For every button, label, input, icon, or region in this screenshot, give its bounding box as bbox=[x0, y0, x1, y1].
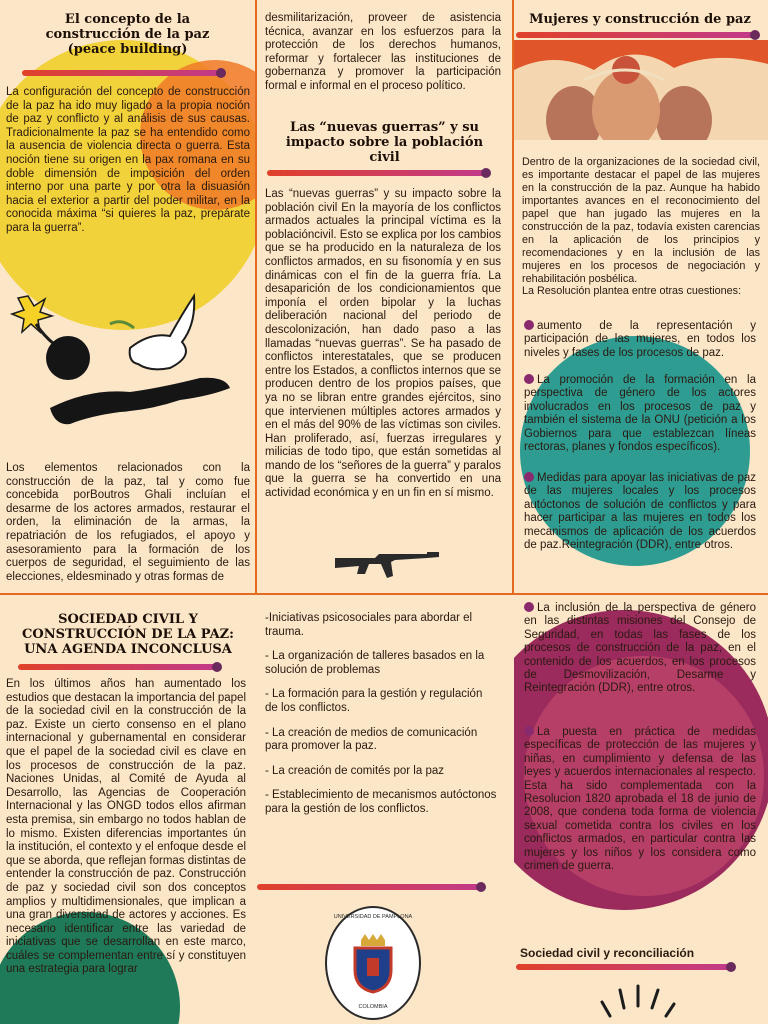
heading-rule bbox=[516, 964, 732, 970]
paragraph-civil-society: En los últimos años han aumentado los estudios que destacan la importancia del papel de la sociedad civil en la construcción de la paz. Existe un cierto consenso en el plano internacional y gubernamental en considerar que el papel de la sociedad civil es clave en los procesos de construcción de la paz. Naciones Unidas, al Comité de Ayuda al Desarrollo, las Agencias de Cooperación Internacional y las ONGD todos ellos afirman esta premisa, sin embargo no todos hablan de lo mismo. Existen diferencias importantes ún la institución, el contexto y el enfoque desde el que se aborda, que reflejan formas distintas de entender la construcción de paz. Construcción de paz y sociedad civil son dos conceptos amplios y multidimensionales, que implican a una gran diversidad de actores y acciones. Es necesario identificar entre las variedad de iniciativas que se desarrollan en este marco, cuáles se complementan entre sí y constituyen una estrategia para lograr bbox=[6, 678, 246, 976]
sunburst-icon bbox=[590, 982, 680, 1022]
list-item: La inclusión de la perspectiva de género en las distintas misiones del Consejo de Seguridad, en todas las fases de los procesos de construcción de la paz, en el contenido de los acuerdos, en los procesos de Desmovilización, Desarme y Reintegración (DDR), entre otros. bbox=[524, 602, 756, 695]
seal-bottom-text: COLOMBIA bbox=[358, 1004, 388, 1010]
women-illustration bbox=[514, 40, 768, 140]
list-item: La puesta en práctica de medidas específicas de protección de las mujeres y niñas, en cumplimiento y defensa de las leyes y acuerdos internacionales al respecto. Esta ha sido complementada con la Resolucion 1820 aprobada el 18 de junio de 2008, que condena toda forma de violencia sexual cometida contra los civiles en los conflictos armados, en particular contra las mujeres y los niños y los considera como crimen de guerra. bbox=[524, 726, 756, 873]
initiatives-list bbox=[265, 612, 497, 828]
list-item: - La creación de comités por la paz bbox=[265, 764, 444, 777]
spark-icon bbox=[12, 296, 52, 332]
list-item: - La formación para la gestión y regulación de los conflictos. bbox=[265, 688, 483, 714]
paragraph-peace-elements: Los elementos relacionados con la construcción de la paz, tal y como fue concebida porBoutros Ghali incluían el desarme de los actores armados, restaurar el orden, la eliminación de la armas, la repatriación de los refugiados, el apoyo y asesoramiento para la formación de los cuerpos de seguridad, el seguimiento de las elecciones, eldesminado y otras formas de bbox=[6, 462, 250, 583]
bullet-dot-icon bbox=[524, 320, 534, 330]
list-item: aumento de la representación y participación de las mujeres, en todos los niveles y fases de los procesos de paz. bbox=[524, 320, 756, 359]
bullet-dot-icon bbox=[524, 726, 534, 736]
page-heading-women: Mujeres y construcción de paz bbox=[529, 12, 751, 27]
heading-rule bbox=[18, 664, 218, 670]
list-item: La promoción de la formación en la perspectiva de género de los actores involucrados en los procesos de paz y también el sistema de la ONU (petición a los Gobiernos para que establezcan líneas rectoras, planes y fondos específicos). bbox=[524, 374, 756, 454]
paragraph-peace-concept: La configuración del concepto de construcción de la paz ha ido muy ligado a la propia noción de paz y conflicto y al análisis de sus causas. Tradicionalmente la paz se ha entendido como la ausencia de violencia directa o guerra. Esta noción tiene su origen en la pax romana en su doble dimensión de imposición del orden interno por una parte y por otra la disuasión hacia el exterior a partir del poder militar, en la conocida máxima “si quieres la paz, prepárate para la guerra”. bbox=[6, 86, 250, 234]
panel-civil-society bbox=[0, 596, 255, 1024]
panel-peace-concept bbox=[0, 0, 255, 593]
page-heading-civil-society: SOCIEDAD CIVIL Y CONSTRUCCIÓN DE LA PAZ: UNA AGENDA INCONCLUSA bbox=[22, 612, 234, 657]
page-heading-new-wars: Las “nuevas guerras” y su impacto sobre la población civil bbox=[285, 120, 484, 165]
crest-icon bbox=[351, 934, 395, 994]
list-item: Medidas para apoyar las iniciativas de paz de las mujeres locales y los procesos autóctonos de solución de conflictos y para hacer participar a las mujeres en todos los mecanismos de aplicación de los acuerdos de paz.Reintegración (DDR), entre otros. bbox=[524, 472, 756, 552]
section-rule bbox=[257, 884, 482, 890]
list-item: - La organización de talleres basados en la solución de problemas bbox=[265, 650, 485, 676]
subheading-reconciliation: Sociedad civil y reconciliación bbox=[520, 946, 695, 960]
paragraph-resolution-lead: La Resolución plantea entre otras cuestiones: bbox=[522, 285, 742, 297]
panel-women-peace bbox=[514, 0, 768, 593]
panel-new-wars bbox=[257, 0, 512, 593]
bomb-dove-hands-illustration bbox=[10, 284, 240, 434]
paragraph-women-intro: Dentro de la organizaciones de la sociedad civil, es importante destacar el papel de las mujeres en la construcción de la paz. Aunque ha habido importantes avances en el reconocimiento del papel que han jugado las mujeres en la construcción de la paz, todavía existen carencias en la aplicación de los principios y recomendaciones y en la inclusión de las mujeres en los procesos de negociación y rehabilitación posbélica. bbox=[522, 156, 760, 285]
panel-initiatives bbox=[257, 596, 512, 1024]
paragraph-new-wars: Las “nuevas guerras” y su impacto sobre la población civil En la mayoría de los conflictos armados actuales la principal víctima es la poblacióncivil. Esto se explica por los cambios que se ha producido en la naturaleza de los conflictos armados, en su fisonomía y en sus dinámicas con el fin de la guerra fría. La desaparición de los condicionamientos que imponía el orden bipolar y la luchas deliberación nacional del periodo de descolonización, han dado paso a las llamadas “nuevas guerras”. Se ha pasado de conflictos interestatales, que se producen entre los Estados, a conflictos internos que se producen dentro de los propios países, que ya no se libran entre grandes ejércitos, sino que intervienen múltiples actores armados y en el más del 90% de las víctimas son civiles. Han proliferado, así, fuerzas irregulares y milicias de todo tipo, que están sometidas al mando de los “señores de la guerra” y paralos que la guerra se ha convertido en una actividad económica y en un fin en sí mismo. bbox=[265, 188, 501, 500]
rifle-icon bbox=[335, 548, 440, 580]
list-item: - Establecimiento de mecanismos autóctonos para la gestión de los conflictos. bbox=[265, 789, 497, 815]
university-seal-logo bbox=[325, 906, 421, 1020]
heading-rule bbox=[516, 32, 756, 38]
page-heading-peace-concept: El concepto de la construcción de la paz (peace building) bbox=[45, 12, 210, 57]
list-item: - La creación de medios de comunicación para promover la paz. bbox=[265, 726, 478, 753]
hands-icon bbox=[50, 378, 230, 424]
seal-top-text: UNIVERSIDAD DE PAMPLONA bbox=[333, 914, 413, 920]
heading-rule bbox=[267, 170, 487, 176]
bullet-dot-icon bbox=[524, 374, 534, 384]
panel-women-measures bbox=[514, 596, 768, 1024]
dove-icon bbox=[130, 296, 195, 369]
bullet-dot-icon bbox=[524, 472, 534, 482]
bomb-icon bbox=[46, 336, 90, 380]
paragraph-demilitarization: desmilitarización, proveer de asistencia técnica, avanzar en los esfuerzos para la protección de los derechos humanos, reformar y fortalecer las instituciones de gobernanza y promover la participación formal e informal en el proceso político. bbox=[265, 12, 501, 92]
bullet-dot-icon bbox=[524, 602, 534, 612]
heading-rule bbox=[22, 70, 222, 76]
list-item: -Iniciativas psicosociales para abordar el trauma. bbox=[265, 612, 473, 638]
